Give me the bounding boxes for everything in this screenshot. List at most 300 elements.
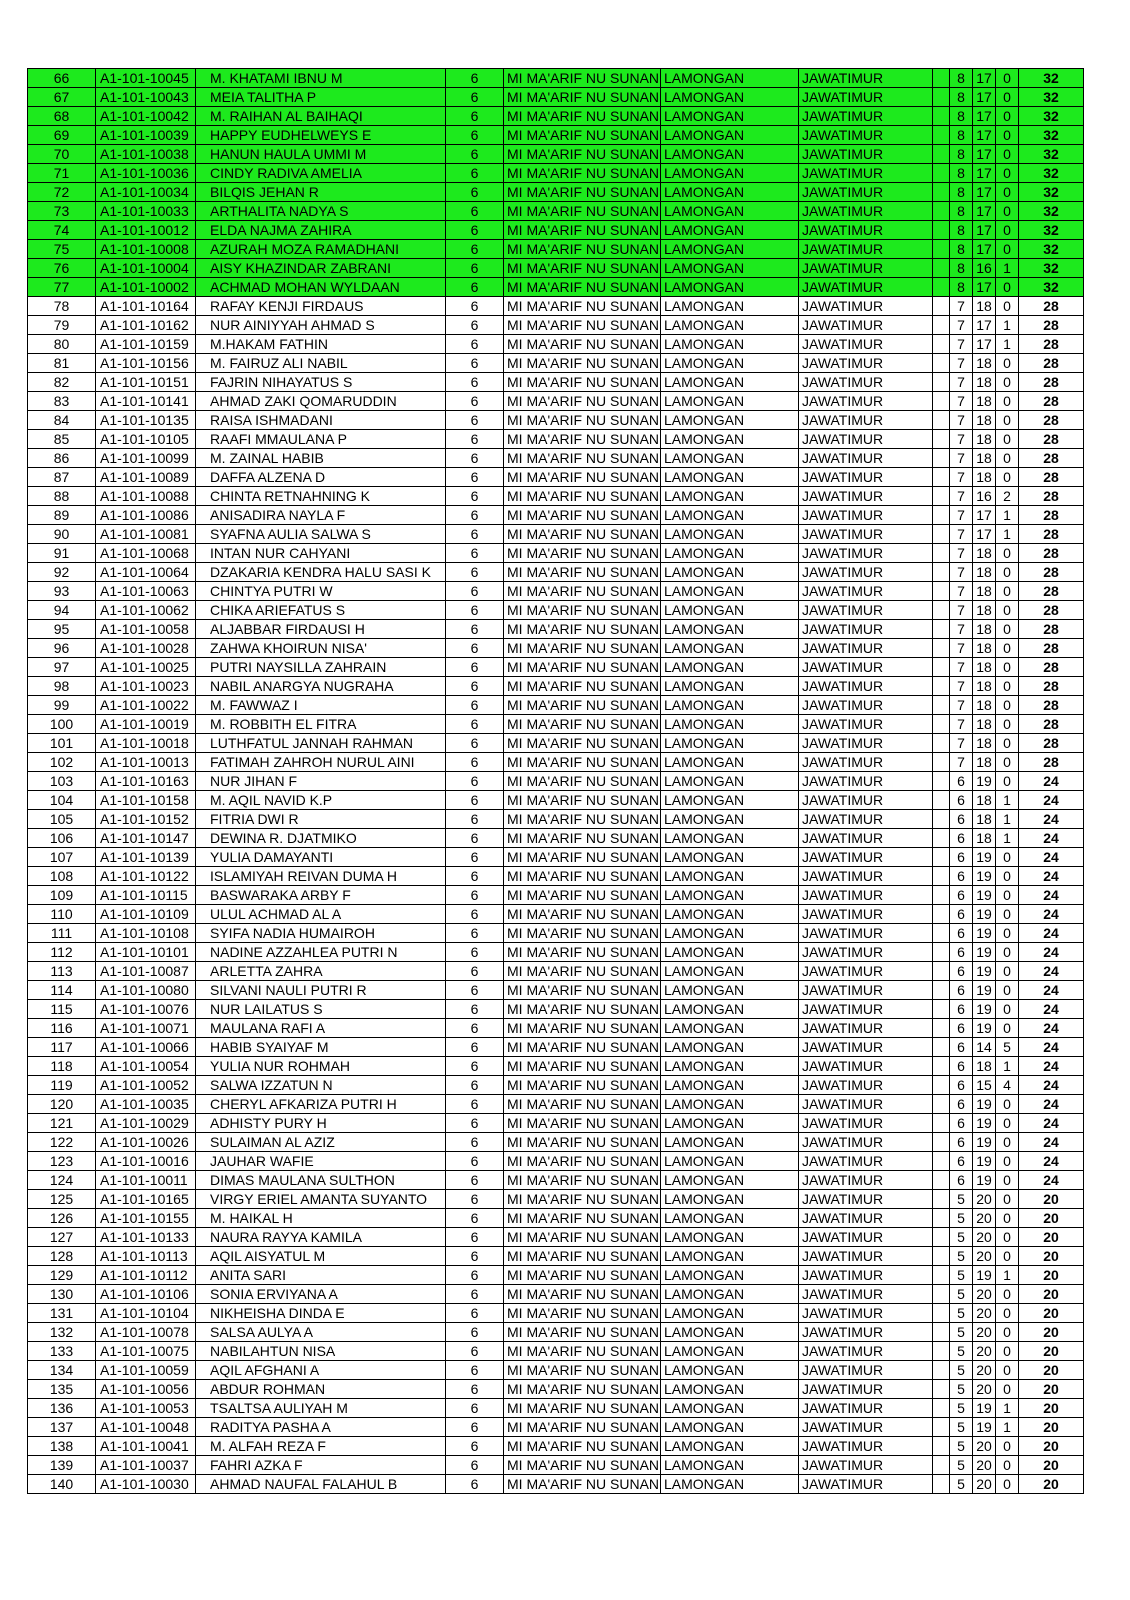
city: LAMONGAN [661,88,799,107]
correct-count: 8 [950,221,973,240]
blank-count: 0 [996,601,1019,620]
table-row [28,639,1084,658]
spacer [933,1437,950,1456]
participant-name: M. AQIL NAVID K.P [196,791,446,810]
city: LAMONGAN [661,582,799,601]
correct-count: 5 [950,1437,973,1456]
participant-id: A1-101-10033 [96,202,196,221]
province: JAWATIMUR [799,278,933,297]
table-row [28,164,1084,183]
school-name: MI MA'ARIF NU SUNAN [504,563,661,582]
table-row [28,791,1084,810]
wrong-count: 18 [973,354,996,373]
participant-name: NIKHEISHA DINDA E [196,1304,446,1323]
province: JAWATIMUR [799,1209,933,1228]
spacer [933,240,950,259]
participant-id: A1-101-10019 [96,715,196,734]
class: 6 [446,1266,504,1285]
city: LAMONGAN [661,1228,799,1247]
school-name: MI MA'ARIF NU SUNAN [504,1342,661,1361]
spacer [933,1152,950,1171]
wrong-count: 16 [973,259,996,278]
spacer [933,164,950,183]
table-row [28,1057,1084,1076]
city: LAMONGAN [661,886,799,905]
participant-id: A1-101-10104 [96,1304,196,1323]
school-name: MI MA'ARIF NU SUNAN [504,1456,661,1475]
blank-count: 0 [996,696,1019,715]
correct-count: 6 [950,829,973,848]
wrong-count: 18 [973,392,996,411]
participant-id: A1-101-10163 [96,772,196,791]
wrong-count: 19 [973,848,996,867]
score: 32 [1019,202,1084,221]
city: LAMONGAN [661,1285,799,1304]
class: 6 [446,1342,504,1361]
score: 24 [1019,1171,1084,1190]
province: JAWATIMUR [799,1171,933,1190]
city: LAMONGAN [661,145,799,164]
participant-id: A1-101-10058 [96,620,196,639]
row-number: 119 [28,1076,96,1095]
score: 20 [1019,1342,1084,1361]
score: 28 [1019,563,1084,582]
participant-id: A1-101-10016 [96,1152,196,1171]
score: 24 [1019,943,1084,962]
city: LAMONGAN [661,202,799,221]
province: JAWATIMUR [799,1323,933,1342]
row-number: 125 [28,1190,96,1209]
participant-name: CHIKA ARIEFATUS S [196,601,446,620]
wrong-count: 20 [973,1323,996,1342]
blank-count: 0 [996,962,1019,981]
correct-count: 7 [950,316,973,335]
blank-count: 0 [996,1342,1019,1361]
correct-count: 6 [950,1133,973,1152]
table-row [28,1342,1084,1361]
score: 28 [1019,620,1084,639]
spacer [933,506,950,525]
wrong-count: 20 [973,1361,996,1380]
school-name: MI MA'ARIF NU SUNAN [504,1000,661,1019]
participant-id: A1-101-10139 [96,848,196,867]
blank-count: 0 [996,278,1019,297]
school-name: MI MA'ARIF NU SUNAN [504,335,661,354]
participant-name: DZAKARIA KENDRA HALU SASI K [196,563,446,582]
province: JAWATIMUR [799,1380,933,1399]
spacer [933,1095,950,1114]
province: JAWATIMUR [799,1152,933,1171]
school-name: MI MA'ARIF NU SUNAN [504,753,661,772]
score: 20 [1019,1304,1084,1323]
table-row [28,335,1084,354]
correct-count: 6 [950,1000,973,1019]
class: 6 [446,563,504,582]
blank-count: 2 [996,487,1019,506]
participant-name: FAHRI AZKA F [196,1456,446,1475]
city: LAMONGAN [661,126,799,145]
table-row [28,620,1084,639]
participant-name: AZURAH MOZA RAMADHANI [196,240,446,259]
table-row [28,1361,1084,1380]
participant-id: A1-101-10122 [96,867,196,886]
blank-count: 0 [996,1019,1019,1038]
row-number: 84 [28,411,96,430]
table-row [28,905,1084,924]
score: 28 [1019,582,1084,601]
province: JAWATIMUR [799,259,933,278]
participant-name: HABIB SYAIYAF M [196,1038,446,1057]
blank-count: 0 [996,563,1019,582]
blank-count: 0 [996,411,1019,430]
blank-count: 1 [996,829,1019,848]
correct-count: 7 [950,639,973,658]
participant-id: A1-101-10158 [96,791,196,810]
correct-count: 8 [950,278,973,297]
score: 28 [1019,715,1084,734]
school-name: MI MA'ARIF NU SUNAN [504,1152,661,1171]
participant-id: A1-101-10155 [96,1209,196,1228]
school-name: MI MA'ARIF NU SUNAN [504,791,661,810]
spacer [933,582,950,601]
class: 6 [446,791,504,810]
wrong-count: 19 [973,1133,996,1152]
spacer [933,316,950,335]
blank-count: 1 [996,506,1019,525]
spacer [933,1171,950,1190]
class: 6 [446,468,504,487]
school-name: MI MA'ARIF NU SUNAN [504,1133,661,1152]
wrong-count: 18 [973,297,996,316]
correct-count: 7 [950,506,973,525]
participant-name: HAPPY EUDHELWEYS E [196,126,446,145]
participant-id: A1-101-10052 [96,1076,196,1095]
school-name: MI MA'ARIF NU SUNAN [504,1190,661,1209]
score: 32 [1019,164,1084,183]
score: 24 [1019,1038,1084,1057]
school-name: MI MA'ARIF NU SUNAN [504,1399,661,1418]
class: 6 [446,221,504,240]
blank-count: 0 [996,297,1019,316]
province: JAWATIMUR [799,715,933,734]
score: 24 [1019,829,1084,848]
province: JAWATIMUR [799,126,933,145]
city: LAMONGAN [661,601,799,620]
participant-name: NABILAHTUN NISA [196,1342,446,1361]
blank-count: 0 [996,1133,1019,1152]
score: 28 [1019,753,1084,772]
score: 28 [1019,525,1084,544]
blank-count: 0 [996,1190,1019,1209]
city: LAMONGAN [661,373,799,392]
blank-count: 0 [996,658,1019,677]
school-name: MI MA'ARIF NU SUNAN [504,1361,661,1380]
city: LAMONGAN [661,316,799,335]
correct-count: 7 [950,411,973,430]
score: 28 [1019,696,1084,715]
table-row [28,563,1084,582]
class: 6 [446,164,504,183]
participant-id: A1-101-10026 [96,1133,196,1152]
city: LAMONGAN [661,696,799,715]
participant-id: A1-101-10025 [96,658,196,677]
participant-name: M. KHATAMI IBNU M [196,69,446,88]
province: JAWATIMUR [799,411,933,430]
city: LAMONGAN [661,1342,799,1361]
participant-id: A1-101-10002 [96,278,196,297]
province: JAWATIMUR [799,943,933,962]
row-number: 66 [28,69,96,88]
row-number: 91 [28,544,96,563]
city: LAMONGAN [661,1209,799,1228]
participant-name: FAJRIN NIHAYATUS S [196,373,446,392]
row-number: 73 [28,202,96,221]
blank-count: 0 [996,221,1019,240]
table-row [28,1228,1084,1247]
row-number: 67 [28,88,96,107]
class: 6 [446,1038,504,1057]
participant-name: FATIMAH ZAHROH NURUL AINI [196,753,446,772]
score: 28 [1019,506,1084,525]
row-number: 133 [28,1342,96,1361]
province: JAWATIMUR [799,848,933,867]
participant-id: A1-101-10011 [96,1171,196,1190]
school-name: MI MA'ARIF NU SUNAN [504,1095,661,1114]
province: JAWATIMUR [799,88,933,107]
wrong-count: 20 [973,1247,996,1266]
row-number: 103 [28,772,96,791]
class: 6 [446,886,504,905]
city: LAMONGAN [661,1057,799,1076]
wrong-count: 18 [973,620,996,639]
row-number: 74 [28,221,96,240]
class: 6 [446,601,504,620]
wrong-count: 18 [973,810,996,829]
province: JAWATIMUR [799,1038,933,1057]
school-name: MI MA'ARIF NU SUNAN [504,411,661,430]
participant-id: A1-101-10156 [96,354,196,373]
table-row [28,1323,1084,1342]
province: JAWATIMUR [799,1304,933,1323]
row-number: 79 [28,316,96,335]
province: JAWATIMUR [799,1057,933,1076]
table-row [28,886,1084,905]
city: LAMONGAN [661,1304,799,1323]
wrong-count: 19 [973,905,996,924]
row-number: 95 [28,620,96,639]
spacer [933,1475,950,1494]
city: LAMONGAN [661,620,799,639]
score: 20 [1019,1266,1084,1285]
row-number: 82 [28,373,96,392]
province: JAWATIMUR [799,202,933,221]
spacer [933,620,950,639]
participant-id: A1-101-10018 [96,734,196,753]
table-row [28,1000,1084,1019]
school-name: MI MA'ARIF NU SUNAN [504,905,661,924]
school-name: MI MA'ARIF NU SUNAN [504,924,661,943]
participant-name: BASWARAKA ARBY F [196,886,446,905]
participant-name: ADHISTY PURY H [196,1114,446,1133]
province: JAWATIMUR [799,1266,933,1285]
table-row [28,1475,1084,1494]
score: 20 [1019,1285,1084,1304]
participant-id: A1-101-10043 [96,88,196,107]
participant-id: A1-101-10037 [96,1456,196,1475]
score: 28 [1019,639,1084,658]
correct-count: 6 [950,1019,973,1038]
table-row [28,734,1084,753]
spacer [933,715,950,734]
row-number: 97 [28,658,96,677]
score: 20 [1019,1380,1084,1399]
city: LAMONGAN [661,810,799,829]
score: 28 [1019,354,1084,373]
blank-count: 0 [996,639,1019,658]
table-row [28,658,1084,677]
blank-count: 0 [996,734,1019,753]
province: JAWATIMUR [799,1418,933,1437]
class: 6 [446,582,504,601]
table-row [28,240,1084,259]
spacer [933,1285,950,1304]
spacer [933,696,950,715]
wrong-count: 19 [973,1095,996,1114]
spacer [933,563,950,582]
participant-name: ZAHWA KHOIRUN NISA' [196,639,446,658]
participant-id: A1-101-10053 [96,1399,196,1418]
spacer [933,1304,950,1323]
table-row [28,696,1084,715]
spacer [933,278,950,297]
school-name: MI MA'ARIF NU SUNAN [504,943,661,962]
participant-name: M. FAWWAZ I [196,696,446,715]
wrong-count: 18 [973,829,996,848]
participant-id: A1-101-10028 [96,639,196,658]
class: 6 [446,1304,504,1323]
spacer [933,962,950,981]
correct-count: 6 [950,924,973,943]
row-number: 139 [28,1456,96,1475]
province: JAWATIMUR [799,677,933,696]
blank-count: 0 [996,69,1019,88]
city: LAMONGAN [661,1418,799,1437]
wrong-count: 20 [973,1456,996,1475]
score: 28 [1019,544,1084,563]
class: 6 [446,734,504,753]
city: LAMONGAN [661,734,799,753]
score: 24 [1019,981,1084,1000]
wrong-count: 19 [973,924,996,943]
correct-count: 7 [950,297,973,316]
participant-name: RAFAY KENJI FIRDAUS [196,297,446,316]
school-name: MI MA'ARIF NU SUNAN [504,145,661,164]
spacer [933,1019,950,1038]
class: 6 [446,1456,504,1475]
province: JAWATIMUR [799,563,933,582]
blank-count: 1 [996,1399,1019,1418]
province: JAWATIMUR [799,1285,933,1304]
participant-id: A1-101-10045 [96,69,196,88]
spacer [933,905,950,924]
score: 20 [1019,1418,1084,1437]
spacer [933,601,950,620]
participant-id: A1-101-10112 [96,1266,196,1285]
class: 6 [446,107,504,126]
row-number: 136 [28,1399,96,1418]
school-name: MI MA'ARIF NU SUNAN [504,1209,661,1228]
province: JAWATIMUR [799,696,933,715]
class: 6 [446,373,504,392]
row-number: 138 [28,1437,96,1456]
city: LAMONGAN [661,221,799,240]
correct-count: 7 [950,601,973,620]
school-name: MI MA'ARIF NU SUNAN [504,772,661,791]
city: LAMONGAN [661,449,799,468]
correct-count: 7 [950,430,973,449]
school-name: MI MA'ARIF NU SUNAN [504,677,661,696]
table-row [28,278,1084,297]
row-number: 72 [28,183,96,202]
table-row [28,411,1084,430]
score: 28 [1019,316,1084,335]
blank-count: 1 [996,335,1019,354]
participant-name: ISLAMIYAH REIVAN DUMA H [196,867,446,886]
wrong-count: 18 [973,696,996,715]
table-row [28,1133,1084,1152]
blank-count: 0 [996,126,1019,145]
row-number: 69 [28,126,96,145]
participant-id: A1-101-10022 [96,696,196,715]
class: 6 [446,430,504,449]
school-name: MI MA'ARIF NU SUNAN [504,88,661,107]
city: LAMONGAN [661,962,799,981]
score: 20 [1019,1361,1084,1380]
score: 28 [1019,658,1084,677]
blank-count: 1 [996,1057,1019,1076]
row-number: 117 [28,1038,96,1057]
participant-name: HANUN HAULA UMMI M [196,145,446,164]
wrong-count: 19 [973,1399,996,1418]
wrong-count: 19 [973,981,996,1000]
participant-id: A1-101-10108 [96,924,196,943]
table-row [28,430,1084,449]
row-number: 129 [28,1266,96,1285]
city: LAMONGAN [661,1114,799,1133]
correct-count: 6 [950,848,973,867]
city: LAMONGAN [661,943,799,962]
wrong-count: 17 [973,145,996,164]
participant-id: A1-101-10054 [96,1057,196,1076]
school-name: MI MA'ARIF NU SUNAN [504,1475,661,1494]
blank-count: 0 [996,1114,1019,1133]
score: 24 [1019,1057,1084,1076]
wrong-count: 20 [973,1304,996,1323]
spacer [933,677,950,696]
wrong-count: 19 [973,886,996,905]
score: 32 [1019,259,1084,278]
participant-name: VIRGY ERIEL AMANTA SUYANTO [196,1190,446,1209]
blank-count: 0 [996,1171,1019,1190]
blank-count: 0 [996,1247,1019,1266]
wrong-count: 17 [973,335,996,354]
participant-name: LUTHFATUL JANNAH RAHMAN [196,734,446,753]
spacer [933,1228,950,1247]
class: 6 [446,506,504,525]
wrong-count: 18 [973,677,996,696]
row-number: 71 [28,164,96,183]
spacer [933,1190,950,1209]
